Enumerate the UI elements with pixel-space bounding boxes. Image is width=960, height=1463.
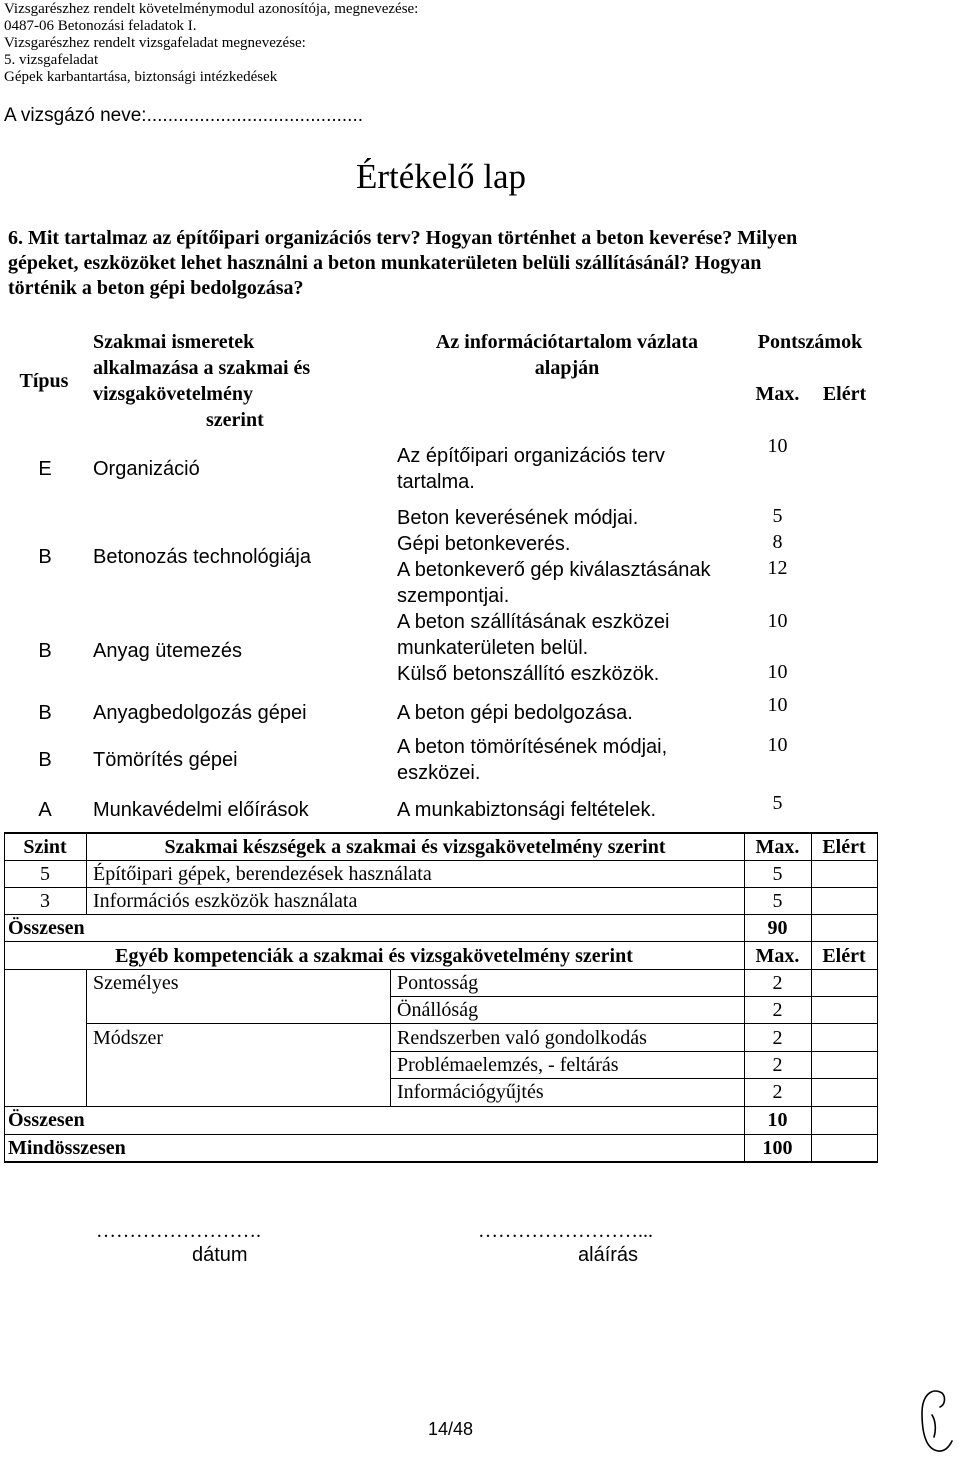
date-dots: ……………………. <box>96 1220 261 1242</box>
header-skill-1: Szakmai ismeretek <box>93 331 255 353</box>
question-line-2: gépeket, eszközöket lehet használni a beton munkaterületen belüli szállításánál? Hogyan <box>8 252 762 274</box>
table-rule <box>4 941 878 942</box>
info-line: Beton keverésének módjai. <box>397 507 639 529</box>
table-rule <box>877 832 878 1162</box>
info-line: Az építőipari organizációs terv <box>397 445 665 467</box>
module-id: 0487-06 Betonozási feladatok I. <box>4 18 197 34</box>
max-points: 8 <box>772 531 783 553</box>
competence-max: 2 <box>772 1054 783 1076</box>
task-name: Gépek karbantartása, biztonsági intézkedések <box>4 69 278 85</box>
competence-max: 2 <box>772 1081 783 1103</box>
competence-max: 2 <box>772 972 783 994</box>
row-skill: Betonozás technológiája <box>93 546 311 568</box>
skill-max: 5 <box>772 890 783 912</box>
table-rule <box>86 969 87 1106</box>
skill-name: Építőipari gépek, berendezések használata <box>93 863 432 885</box>
info-line: Gépi betonkeverés. <box>397 533 571 555</box>
header-professional-skills: Szakmai készségek a szakmai és vizsgakövetelmény szerint <box>164 836 666 858</box>
table-rule <box>4 1161 878 1163</box>
max-points: 5 <box>772 792 783 814</box>
signature-dots: ……………………... <box>478 1220 653 1242</box>
row-type: B <box>38 640 52 662</box>
table-rule <box>390 969 391 1106</box>
info-line: Külső betonszállító eszközök. <box>397 663 660 685</box>
row-type: B <box>38 749 52 771</box>
competence-item: Információgyűjtés <box>397 1081 544 1103</box>
info-line: eszközei. <box>397 762 481 784</box>
competence-group: Módszer <box>93 1027 163 1049</box>
row-skill: Munkavédelmi előírások <box>93 799 309 821</box>
header-level: Szint <box>23 836 67 858</box>
header-skill-3: vizsgakövetelmény <box>93 383 253 405</box>
row-skill: Anyag ütemezés <box>93 640 242 662</box>
skill-name: Információs eszközök használata <box>93 890 358 912</box>
info-line: szempontjai. <box>397 585 510 607</box>
row-type: E <box>38 458 52 480</box>
table-rule <box>86 1023 878 1024</box>
competence-max: 2 <box>772 1027 783 1049</box>
skill-max: 5 <box>772 863 783 885</box>
grand-total-label: Mindösszesen <box>8 1137 126 1159</box>
competence-max: 2 <box>772 999 783 1021</box>
info-line: A beton tömörítésének módjai, <box>397 736 668 758</box>
competence-item: Pontosság <box>397 972 479 994</box>
max-points: 10 <box>767 734 788 756</box>
skill-level: 3 <box>40 890 50 912</box>
task-number: 5. vizsgafeladat <box>4 52 99 68</box>
header-skill-4: szerint <box>206 409 264 431</box>
date-label: dátum <box>192 1244 248 1266</box>
page-number: 14/48 <box>428 1419 474 1439</box>
module-label: Vizsgarészhez rendelt követelménymodul azonosítója, megnevezése: <box>4 1 419 17</box>
header-info-1: Az információtartalom vázlata <box>435 331 699 353</box>
question-line-3: történik a beton gépi bedolgozása? <box>8 277 304 299</box>
max-points: 10 <box>767 661 788 683</box>
header-max: Max. <box>755 836 800 858</box>
task-label: Vizsgarészhez rendelt vizsgafeladat megnevezése: <box>4 35 306 51</box>
header-achieved: Elért <box>822 945 866 967</box>
info-line: A beton gépi bedolgozása. <box>397 702 633 724</box>
header-max: Max. <box>755 945 800 967</box>
header-max: Max. <box>755 383 800 405</box>
header-type: Típus <box>19 370 69 392</box>
competence-group: Személyes <box>93 972 179 994</box>
header-info-2: alapján <box>534 357 600 379</box>
signature-label: aláírás <box>578 1244 639 1266</box>
handwritten-mark <box>912 1385 958 1459</box>
header-achieved: Elért <box>822 836 866 858</box>
max-points: 10 <box>767 694 788 716</box>
candidate-name-label: A vizsgázó neve:......................................... <box>4 105 364 126</box>
max-points: 10 <box>767 435 788 457</box>
max-points: 5 <box>772 505 783 527</box>
row-type: B <box>38 546 52 568</box>
row-type: A <box>38 799 52 821</box>
info-line: A betonkeverő gép kiválasztásának <box>397 559 711 581</box>
competence-item: Problémaelemzés, - feltárás <box>397 1054 619 1076</box>
header-other-competences: Egyéb kompetenciák a szakmai és vizsgakövetelmény szerint <box>115 945 633 967</box>
max-points: 12 <box>767 557 788 579</box>
table-rule <box>811 832 812 1162</box>
header-points: Pontszámok <box>757 331 863 353</box>
page-title: Értékelő lap <box>356 157 527 196</box>
header-achieved: Elért <box>822 383 867 405</box>
grand-total-value: 100 <box>762 1137 793 1159</box>
skill-level: 5 <box>40 863 50 885</box>
row-skill: Organizáció <box>93 458 200 480</box>
max-points: 10 <box>767 610 788 632</box>
row-type: B <box>38 702 52 724</box>
info-line: A munkabiztonsági feltételek. <box>397 799 657 821</box>
competence-item: Önállóság <box>397 999 479 1021</box>
info-line: tartalma. <box>397 471 475 493</box>
total-value: 10 <box>767 1109 788 1131</box>
info-line: A beton szállításának eszközei <box>397 611 670 633</box>
info-line: munkaterületen belül. <box>397 637 589 659</box>
question-line-1: 6. Mit tartalmaz az építőipari organizációs terv? Hogyan történhet a beton keverése? Milyen <box>8 227 798 249</box>
total-label: Összesen <box>8 1109 85 1131</box>
total-label: Összesen <box>8 917 85 939</box>
total-value: 90 <box>767 917 788 939</box>
competence-item: Rendszerben való gondolkodás <box>397 1027 647 1049</box>
row-skill: Anyagbedolgozás gépei <box>93 702 307 724</box>
row-skill: Tömörítés gépei <box>93 749 238 771</box>
header-skill-2: alkalmazása a szakmai és <box>93 357 311 379</box>
